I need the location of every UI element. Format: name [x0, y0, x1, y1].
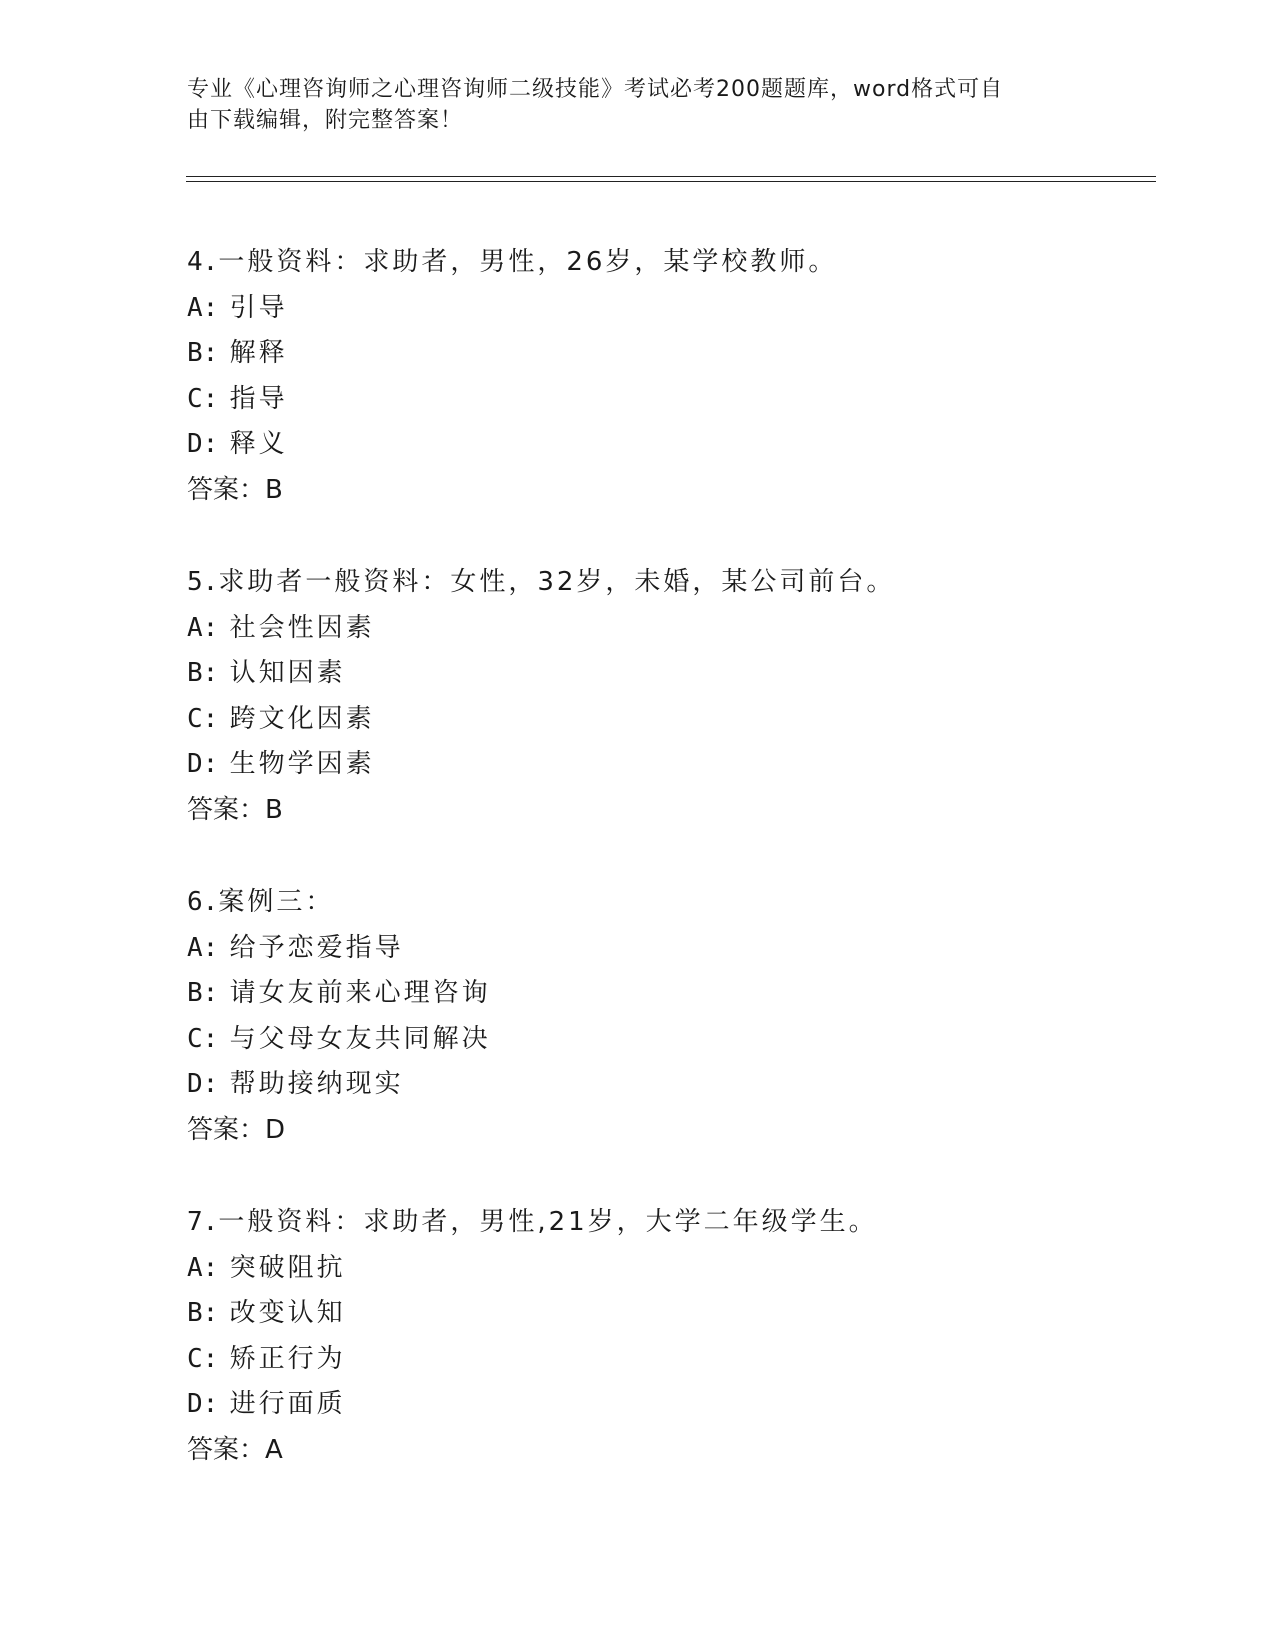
- answer-line: 答案：B: [187, 474, 283, 505]
- option-key: D:: [187, 429, 219, 459]
- option-b: [187, 1291, 1147, 1337]
- option-key: B:: [187, 1298, 219, 1328]
- option-key: C:: [187, 383, 219, 414]
- option-key: B:: [187, 658, 219, 688]
- option-text: 释义: [229, 429, 288, 459]
- option-text: 解释: [229, 338, 288, 368]
- question-title: [187, 1200, 1147, 1246]
- option-text: 突破阻抗: [229, 1252, 346, 1283]
- option-c: [187, 1337, 1147, 1383]
- option-a: [187, 1246, 1147, 1292]
- option-key: A:: [187, 932, 219, 963]
- option-text: 帮助接纳现实: [229, 1069, 404, 1099]
- option-text: 进行面质: [229, 1389, 346, 1419]
- question-title: [187, 560, 1147, 606]
- option-key: D:: [187, 1069, 219, 1099]
- option-d: [187, 422, 1147, 468]
- question-4: [187, 240, 1147, 560]
- option-text: 给予恋爱指导: [229, 932, 404, 963]
- option-text: 改变认知: [229, 1298, 346, 1328]
- option-b: [187, 651, 1147, 697]
- question-title: [187, 880, 1147, 926]
- option-text: 跨文化因素: [229, 703, 375, 734]
- question-number: 5.: [187, 567, 219, 597]
- answer-line: 答案：D: [187, 1114, 286, 1145]
- question-stem: 一般资料：求助者，男性,21岁，大学二年级学生。: [218, 1207, 878, 1237]
- option-a: [187, 606, 1147, 652]
- question-title: [187, 240, 1147, 286]
- option-text: 指导: [229, 383, 288, 414]
- option-d: [187, 1062, 1147, 1108]
- option-d: [187, 1382, 1147, 1428]
- option-c: [187, 1017, 1147, 1063]
- question-6: [187, 880, 1147, 1200]
- option-text: 引导: [229, 292, 288, 323]
- option-a: [187, 926, 1147, 972]
- option-a: [187, 286, 1147, 332]
- option-key: C:: [187, 1343, 219, 1374]
- option-text: 生物学因素: [229, 749, 375, 779]
- question-5: [187, 560, 1147, 880]
- question-number: 7.: [187, 1207, 219, 1237]
- document-header: [187, 74, 1067, 136]
- question-stem: 一般资料：求助者，男性，26岁，某学校教师。: [218, 247, 838, 277]
- option-text: 与父母女友共同解决: [229, 1023, 491, 1054]
- option-key: A:: [187, 292, 219, 323]
- option-c: [187, 377, 1147, 423]
- option-text: 矫正行为: [229, 1343, 346, 1374]
- question-stem: 求助者一般资料：女性，32岁，未婚，某公司前台。: [218, 567, 896, 597]
- option-key: C:: [187, 1023, 219, 1054]
- question-number: 6.: [187, 887, 219, 917]
- header-line-1: 专业《心理咨询师之心理咨询师二级技能》考试必考200题题库，word格式可自: [187, 77, 1004, 102]
- option-text: 社会性因素: [229, 612, 375, 643]
- question-list: [187, 240, 1147, 1520]
- header-line-2: 由下载编辑，附完整答案！: [187, 108, 464, 133]
- question-7: [187, 1200, 1147, 1520]
- answer-line: 答案：B: [187, 794, 283, 825]
- option-c: [187, 697, 1147, 743]
- answer-line: 答案：A: [187, 1434, 283, 1465]
- question-number: 4.: [187, 247, 219, 277]
- option-key: B:: [187, 338, 219, 368]
- option-d: [187, 742, 1147, 788]
- header-divider-bottom: [186, 181, 1156, 182]
- option-b: [187, 971, 1147, 1017]
- option-key: B:: [187, 978, 219, 1008]
- option-text: 认知因素: [229, 658, 346, 688]
- option-key: A:: [187, 612, 219, 643]
- option-key: C:: [187, 703, 219, 734]
- option-key: D:: [187, 1389, 219, 1419]
- question-stem: 案例三：: [218, 887, 335, 917]
- option-b: [187, 331, 1147, 377]
- option-key: A:: [187, 1252, 219, 1283]
- option-key: D:: [187, 749, 219, 779]
- option-text: 请女友前来心理咨询: [229, 978, 491, 1008]
- header-divider-top: [186, 176, 1156, 177]
